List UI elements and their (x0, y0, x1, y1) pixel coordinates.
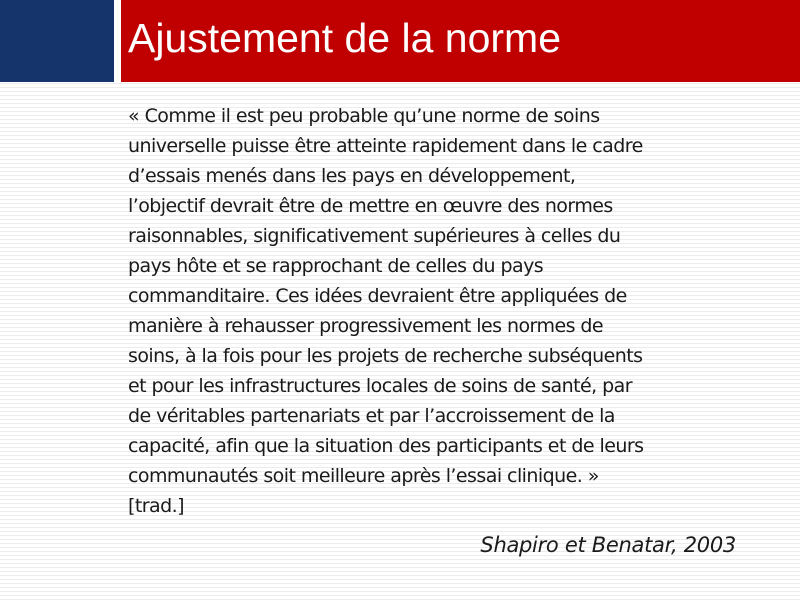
title-band (0, 0, 800, 82)
quote-text: « Comme il est peu probable qu’une norme de soins universelle puisse être atteinte rapidement dans le cadre d’essais menés dans les pays en développement, l’objectif devrait être de mettre en œuvre des normes raisonnables, significativement supérieures à celles du pays hôte et se rapprochant de celles du pays commanditaire. Ces idées devraient être appliquées de manière à rehausser progressivement les normes de soins, à la fois pour les projets de recherche subséquents et pour les infrastructures locales de soins de santé, par de véritables partenariats et par l’accroissement de la capacité, afin que la situation des participants et de leurs communautés soit meilleure après l’essai clinique. » [trad.] (128, 105, 644, 517)
header-blue-block (0, 0, 114, 82)
quote-citation: Shapiro et Benatar, 2003 (480, 533, 736, 557)
header-divider (114, 0, 121, 82)
slide-title: Ajustement de la norme (128, 15, 562, 61)
